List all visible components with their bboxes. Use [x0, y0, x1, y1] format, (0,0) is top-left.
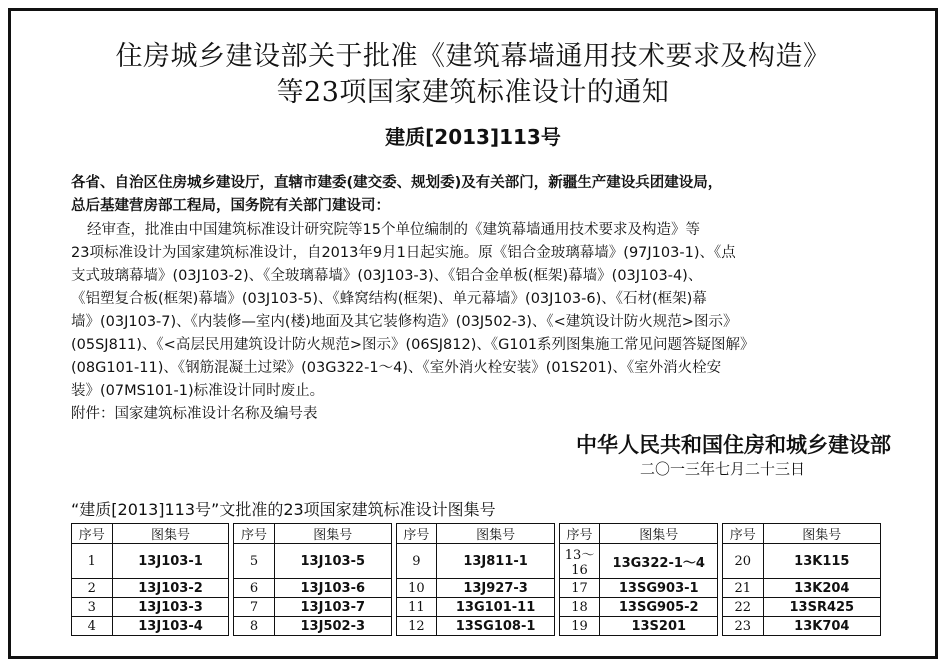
code-cell: 13K204	[763, 579, 880, 598]
issue-date: 二〇一三年七月二十三日	[639, 460, 805, 478]
seq-cell: 11	[396, 598, 437, 617]
code-cell: 13K115	[763, 544, 880, 579]
code-cell: 13SR425	[763, 598, 880, 617]
document-page	[8, 8, 938, 659]
paragraph-line: (08G101-11)、《钢筋混凝土过梁》(03G322-1～4)、《室外消火栓安装》(01S201)、《室外消火栓安	[71, 360, 722, 376]
seq-cell: 17	[559, 579, 600, 598]
seq-cell: 10	[396, 579, 437, 598]
paragraph-line: 支式玻璃幕墙》(03J103-2)、《全玻璃幕墙》(03J103-3)、《铝合金单板(框架)幕墙》(03J103-4)、	[71, 268, 703, 284]
addressee-line-1: 各省、自治区住房城乡建设厅，直辖市建委(建交委、规划委)及有关部门，新疆生产建设兵团建设局，	[71, 175, 723, 191]
addressee-line-2: 总后基建营房部工程局，国务院有关部门建设司：	[71, 198, 390, 214]
table-row	[72, 617, 881, 636]
code-cell: 13J502-3	[274, 617, 391, 636]
paragraph-line: 《铝塑复合板(框架)幕墙》(03J103-5)、《蜂窝结构(框架)、单元幕墙》(03J103-6)、《石材(框架)幕	[71, 291, 707, 307]
paragraph-line: 经审查，批准由中国建筑标准设计研究院等15个单位编制的《建筑幕墙通用技术要求及构造》等	[87, 222, 700, 238]
seq-cell: 7	[234, 598, 275, 617]
table-row	[72, 579, 881, 598]
paragraph-line: 23项标准设计为国家建筑标准设计，自2013年9月1日起实施。原《铝合金玻璃幕墙》(97J103-1)、《点	[71, 245, 736, 261]
table-row	[72, 544, 881, 579]
code-cell: 13J103-4	[112, 617, 229, 636]
table-header-row	[72, 524, 881, 544]
header-seq: 序号	[722, 524, 763, 544]
seq-cell: 18	[559, 598, 600, 617]
header-seq: 序号	[234, 524, 275, 544]
paragraph-line: (05SJ811)、《<高层民用建筑设计防火规范>图示》(06SJ812)、《G101系列图集施工常见问题答疑图解》	[71, 337, 755, 353]
seq-cell: 5	[234, 544, 275, 579]
code-cell: 13SG108-1	[437, 617, 555, 636]
seq-cell: 6	[234, 579, 275, 598]
code-cell: 13J103-2	[112, 579, 229, 598]
header-code: 图集号	[437, 524, 555, 544]
issuing-authority: 中华人民共和国住房和城乡建设部	[576, 433, 891, 457]
header-seq: 序号	[396, 524, 437, 544]
atlas-number-table	[71, 523, 881, 636]
code-cell: 13J103-3	[112, 598, 229, 617]
seq-cell: 9	[396, 544, 437, 579]
seq-cell: 20	[722, 544, 763, 579]
code-cell: 13J927-3	[437, 579, 555, 598]
seq-cell: 1	[72, 544, 113, 579]
title-line-2: 等23项国家建筑标准设计的通知	[276, 77, 670, 108]
seq-cell: 19	[559, 617, 600, 636]
header-code: 图集号	[112, 524, 229, 544]
seq-cell: 2	[72, 579, 113, 598]
code-cell: 13J103-6	[274, 579, 391, 598]
seq-cell: 3	[72, 598, 113, 617]
seq-cell: 12	[396, 617, 437, 636]
header-code: 图集号	[274, 524, 391, 544]
paragraph-line: 装》(07MS101-1)标准设计同时废止。	[71, 383, 325, 399]
code-cell: 13K704	[763, 617, 880, 636]
seq-cell: 23	[722, 617, 763, 636]
code-cell: 13S201	[600, 617, 718, 636]
header-code: 图集号	[763, 524, 880, 544]
code-cell: 13G101-11	[437, 598, 555, 617]
seq-cell: 13～16	[559, 544, 600, 579]
seq-cell: 8	[234, 617, 275, 636]
seq-cell: 22	[722, 598, 763, 617]
code-cell: 13J103-7	[274, 598, 391, 617]
table-caption: “建质[2013]113号”文批准的23项国家建筑标准设计图集号	[71, 500, 496, 519]
seq-cell: 21	[722, 579, 763, 598]
code-cell: 13G322-1～4	[600, 544, 718, 579]
code-cell: 13SG905-2	[600, 598, 718, 617]
paragraph-line: 墙》(03J103-7)、《内装修—室内(楼)地面及其它装修构造》(03J502-3)、《<建筑设计防火规范>图示》	[71, 314, 738, 330]
header-seq: 序号	[559, 524, 600, 544]
code-cell: 13J103-5	[274, 544, 391, 579]
title-line-1: 住房城乡建设部关于批准《建筑幕墙通用技术要求及构造》	[115, 41, 831, 72]
header-seq: 序号	[72, 524, 113, 544]
seq-cell: 4	[72, 617, 113, 636]
code-cell: 13SG903-1	[600, 579, 718, 598]
code-cell: 13J811-1	[437, 544, 555, 579]
document-number: 建质[2013]113号	[385, 125, 561, 149]
code-cell: 13J103-1	[112, 544, 229, 579]
attachment-note: 附件：国家建筑标准设计名称及编号表	[71, 406, 318, 422]
header-code: 图集号	[600, 524, 718, 544]
table-row	[72, 598, 881, 617]
